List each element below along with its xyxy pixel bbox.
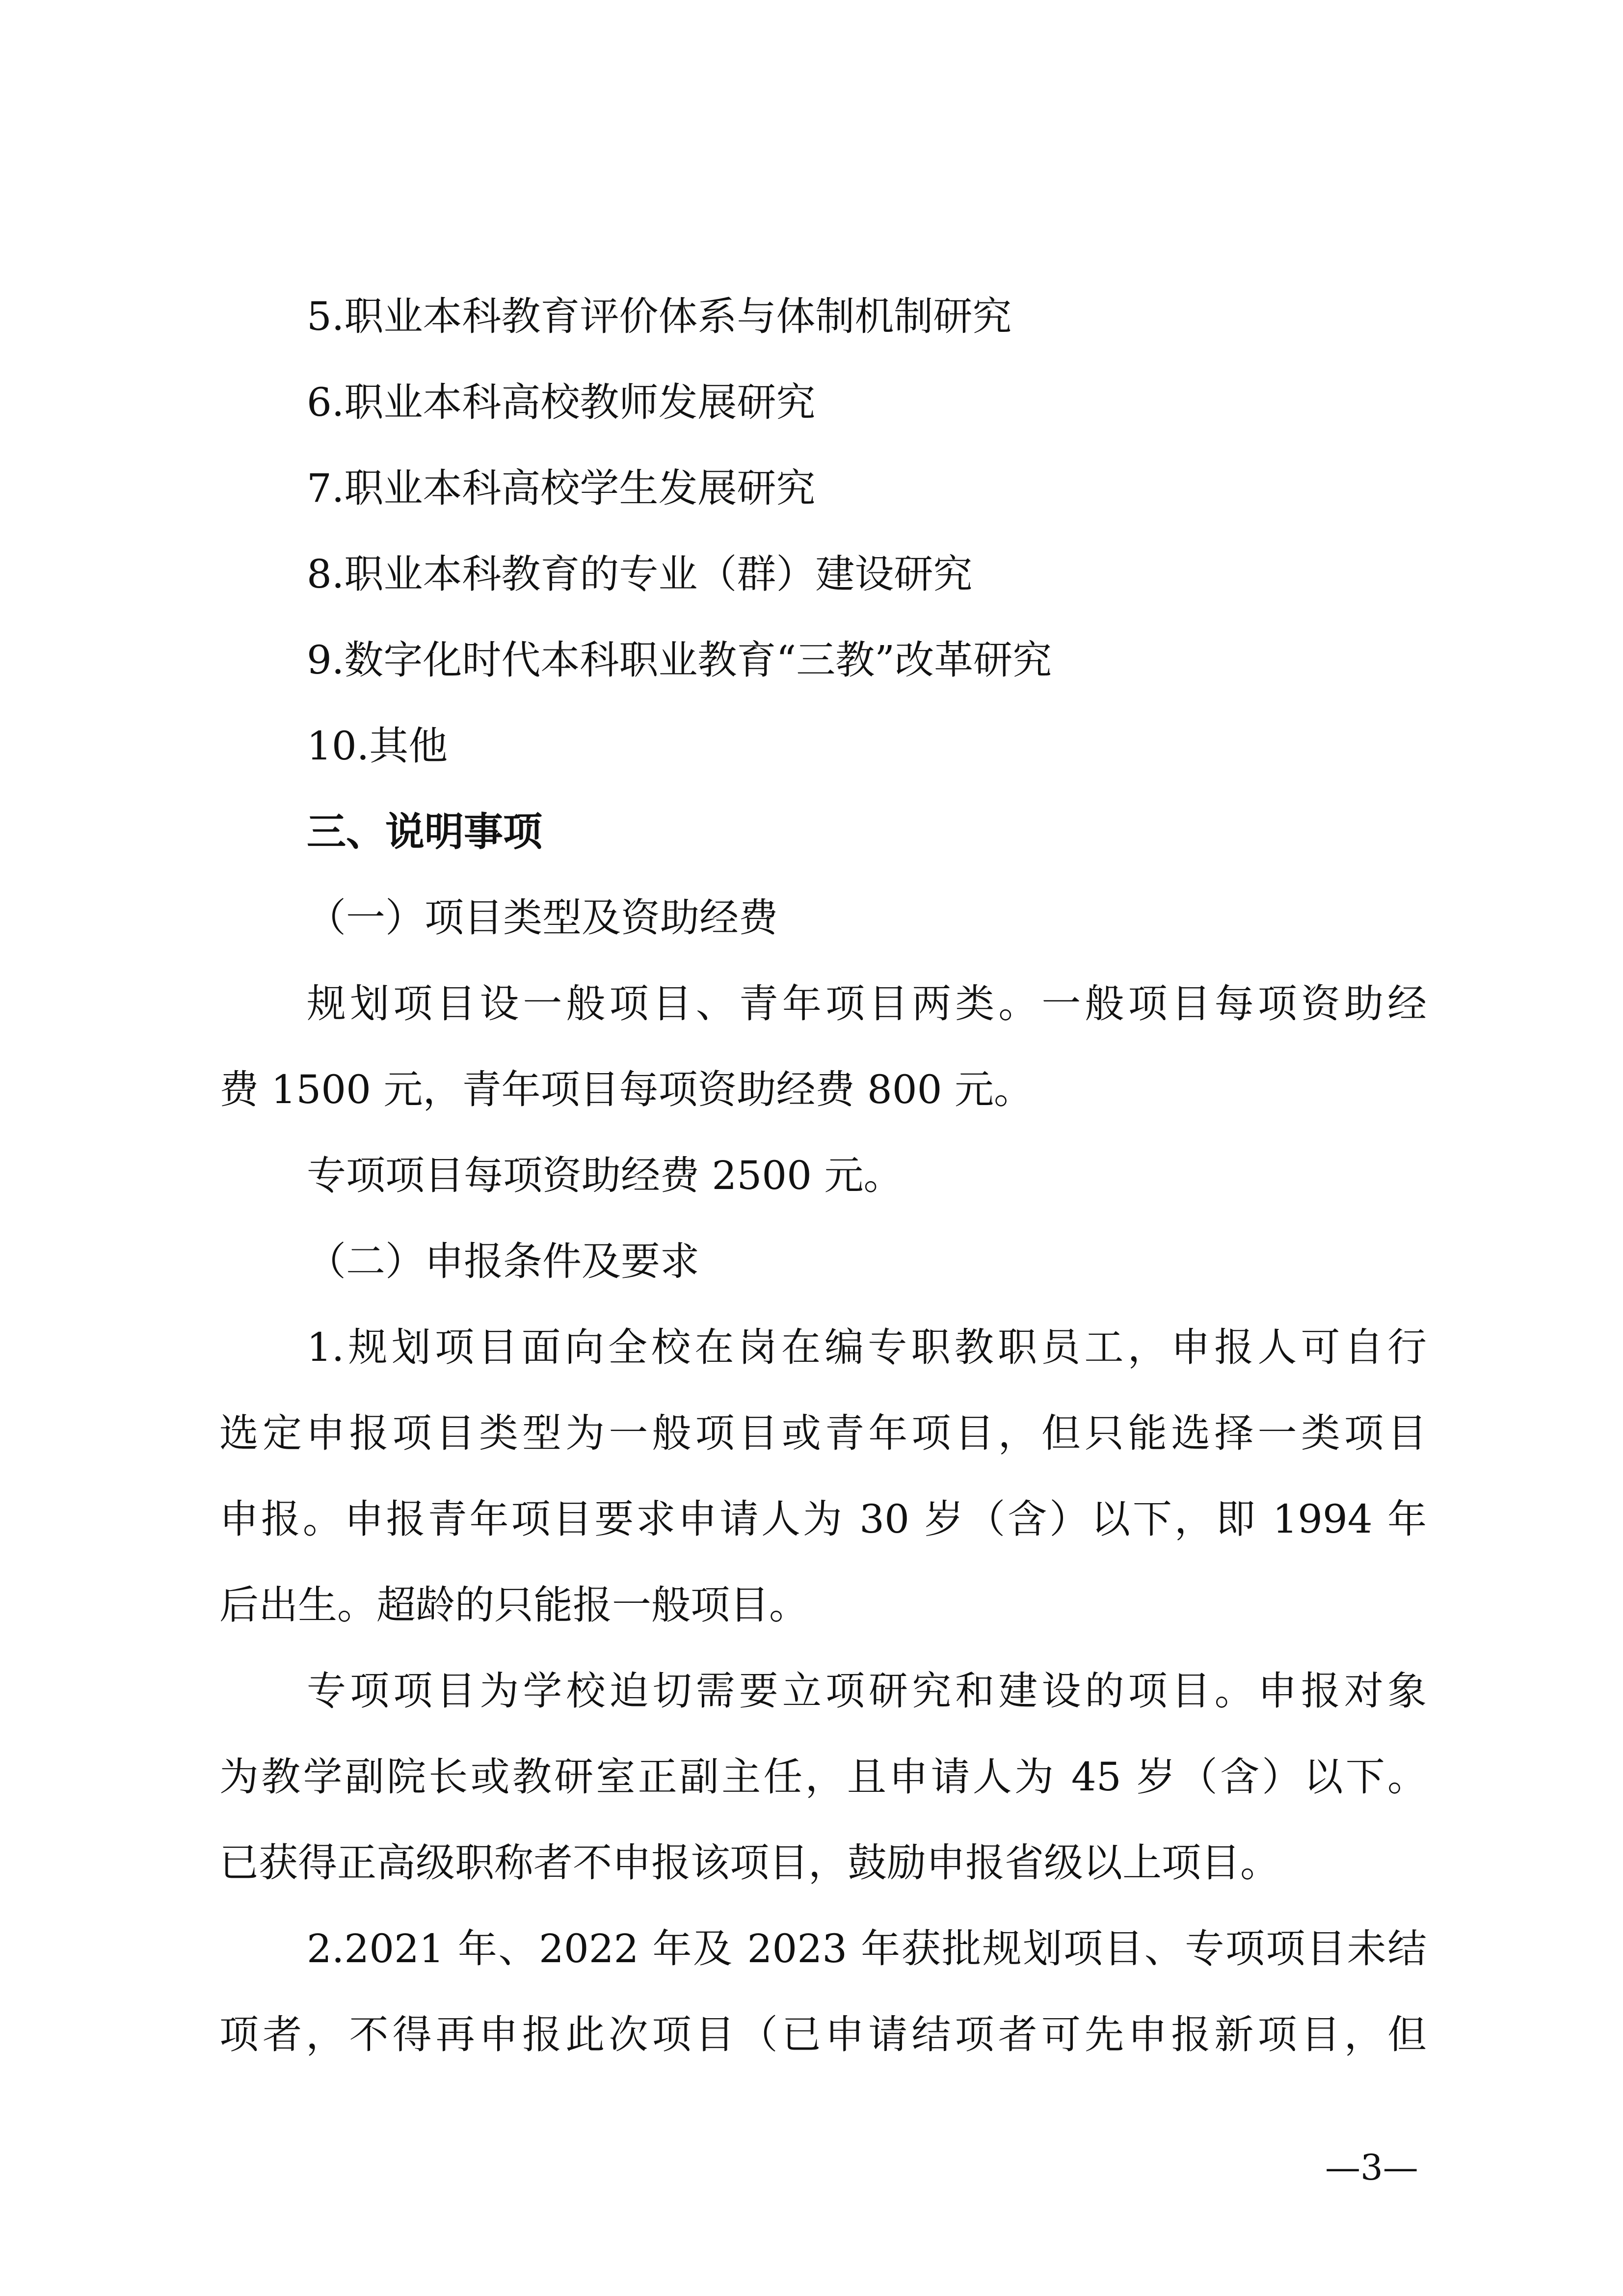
page-number: —3—: [1325, 2147, 1418, 2188]
paragraph-line: 专项项目为学校迫切需要立项研究和建设的项目。申报对象: [307, 1668, 1427, 1714]
paragraph-line: 2.2021 年、2022 年及 2023 年获批规划项目、专项项目未结: [307, 1926, 1427, 1972]
paragraph-line: 选定申报项目类型为一般项目或青年项目，但只能选择一类项目: [219, 1410, 1427, 1456]
list-item: 5.职业本科教育评价体系与体制机制研究: [307, 294, 1012, 339]
paragraph-line: 规划项目设一般项目、青年项目两类。一般项目每项资助经: [307, 981, 1427, 1026]
paragraph-line: 为教学副院长或教研室正副主任，且申请人为 45 岁（含）以下。: [219, 1754, 1427, 1800]
paragraph: 专项项目每项资助经费 2500 元。: [307, 1153, 903, 1198]
paragraph-line: 已获得正高级职称者不申报该项目，鼓励申报省级以上项目。: [219, 1840, 1279, 1886]
paragraph-line: 1.规划项目面向全校在岗在编专职教职员工，申报人可自行: [307, 1324, 1427, 1370]
subsection-title: （二）申报条件及要求: [307, 1239, 699, 1284]
list-item: 7.职业本科高校学生发展研究: [307, 465, 816, 511]
paragraph-line: 申报。申报青年项目要求申请人为 30 岁（含）以下，即 1994 年: [219, 1496, 1427, 1542]
paragraph-line: 费 1500 元，青年项目每项资助经费 800 元。: [219, 1067, 1034, 1112]
paragraph-line: 项者，不得再申报此次项目（已申请结项者可先申报新项目，但: [219, 2012, 1427, 2057]
subsection-title: （一）项目类型及资助经费: [307, 895, 778, 941]
paragraph-line: 后出生。超龄的只能报一般项目。: [219, 1582, 808, 1628]
list-item: 8.职业本科教育的专业（群）建设研究: [307, 551, 973, 597]
list-item: 9.数字化时代本科职业教育“三教”改革研究: [307, 637, 1052, 683]
section-heading: 三、说明事项: [307, 809, 542, 855]
list-item: 6.职业本科高校教师发展研究: [307, 379, 816, 425]
list-item: 10.其他: [307, 723, 448, 769]
